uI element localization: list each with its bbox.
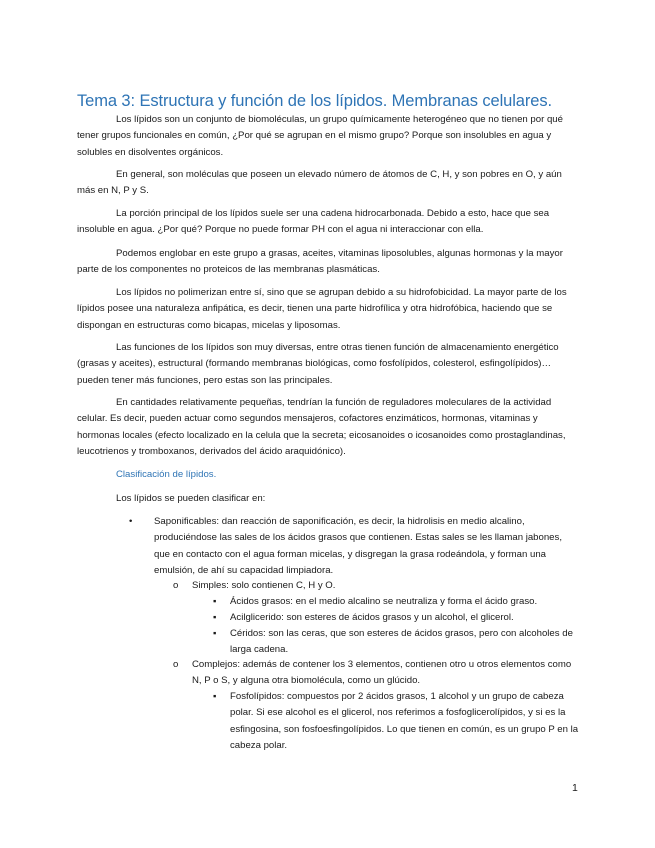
bullet-level2: o [173, 580, 179, 591]
list-item-saponificables: Saponificables: dan reacción de saponificación, es decir, la hidrolisis en medio alcalino, produciéndose las sales de los ácidos grasos que contienen. Estas sales se les llaman jabones, que en contacto con el agua forman micelas, y disgregan la grasa rodeándola, y forman una emulsión, de ahí su capacidad limpiadora. [154, 516, 562, 577]
bullet-level2: o [173, 659, 179, 670]
bullet-level3: ▪ [213, 628, 217, 639]
list-item-acilgliceridos: Acilglicerido: son esteres de ácidos grasos y un alcohol, el glicerol. [230, 612, 514, 623]
paragraph-7: En cantidades relativamente pequeñas, tendrían la función de reguladores moleculares de la actividad celular. Es decir, pueden actuar como segundos mensajeros, cofactores enzimáticos, hormonas, vitaminas y hormonas locales (efecto localizado en la celula que la secreta; eicosanoides o icosanoides como prostaglandinas, leucotrienos y tromboxanos, derivados del ácido araquidónico). [77, 397, 566, 458]
list-item-ceridos: Céridos: son las ceras, que son esteres de ácidos grasos, pero con alcoholes de larga cadena. [230, 628, 573, 656]
list-item-complejos: Complejos: además de contener los 3 elementos, contienen otro u otros elementos como N, P o S, y alguna otra biomolécula, como un glúcido. [192, 659, 572, 687]
paragraph-1: Los lípidos son un conjunto de biomoléculas, un grupo químicamente heterogéneo que no tienen por qué tener grupos funcionales en común, ¿Por qué se agrupan en el mismo grupo? Porque son insolubles en agua y solubles en disolventes orgánicos. [77, 114, 563, 158]
intro-text: Los lípidos se pueden clasificar en: [116, 493, 266, 504]
bullet-level3: ▪ [213, 596, 217, 607]
section-subheading: Clasificación de lípidos. [116, 469, 217, 480]
paragraph-5: Los lípidos no polimerizan entre sí, sino que se agrupan debido a su hidrofobicidad. La mayor parte de los lípidos posee una naturaleza anfipática, es decir, tienen una parte hidrofílica y otra hidrofóbica, haciendo que se dispongan en estructuras como bicapas, micelas y liposomas. [77, 287, 567, 331]
paragraph-3: La porción principal de los lípidos suele ser una cadena hidrocarbonada. Debido a esto, hace que sea insoluble en agua. ¿Por qué? Porque no puede formar PH con el agua ni interaccionar con ella. [77, 208, 550, 236]
bullet-level1: • [129, 516, 133, 527]
list-item-simples: Simples: solo contienen C, H y O. [192, 580, 336, 591]
paragraph-4: Podemos englobar en este grupo a grasas, aceites, vitaminas liposolubles, algunas hormonas y la mayor parte de los componentes no proteicos de las membranas plasmáticas. [77, 248, 563, 276]
bullet-level3: ▪ [213, 691, 217, 702]
paragraph-6: Las funciones de los lípidos son muy diversas, entre otras tienen función de almacenamiento energético (grasas y aceites), estructural (formando membranas biológicas, como fosfolípidos, colesterol, esfingolípidos)… pueden tener más funciones, pero estas son las principales. [77, 342, 559, 386]
list-item-fosfolipidos: Fosfolípidos: compuestos por 2 ácidos grasos, 1 alcohol y un grupo de cabeza polar. Si ese alcohol es el glicerol, nos referimos a fosfoglicerolípidos, y si es la esfingosina, son fosfoesfingolípidos. Lo que tienen en común, es un grupo P en la cabeza polar. [230, 691, 579, 752]
page-number: 1 [572, 782, 578, 794]
bullet-level3: ▪ [213, 612, 217, 623]
paragraph-2: En general, son moléculas que poseen un elevado número de átomos de C, H, y son pobres en O, y aún más en N, P y S. [77, 169, 562, 197]
page-title: Tema 3: Estructura y función de los lípidos. Membranas celulares. [77, 92, 552, 110]
list-item-acidos-grasos: Ácidos grasos: en el medio alcalino se neutraliza y forma el ácido graso. [230, 596, 538, 607]
